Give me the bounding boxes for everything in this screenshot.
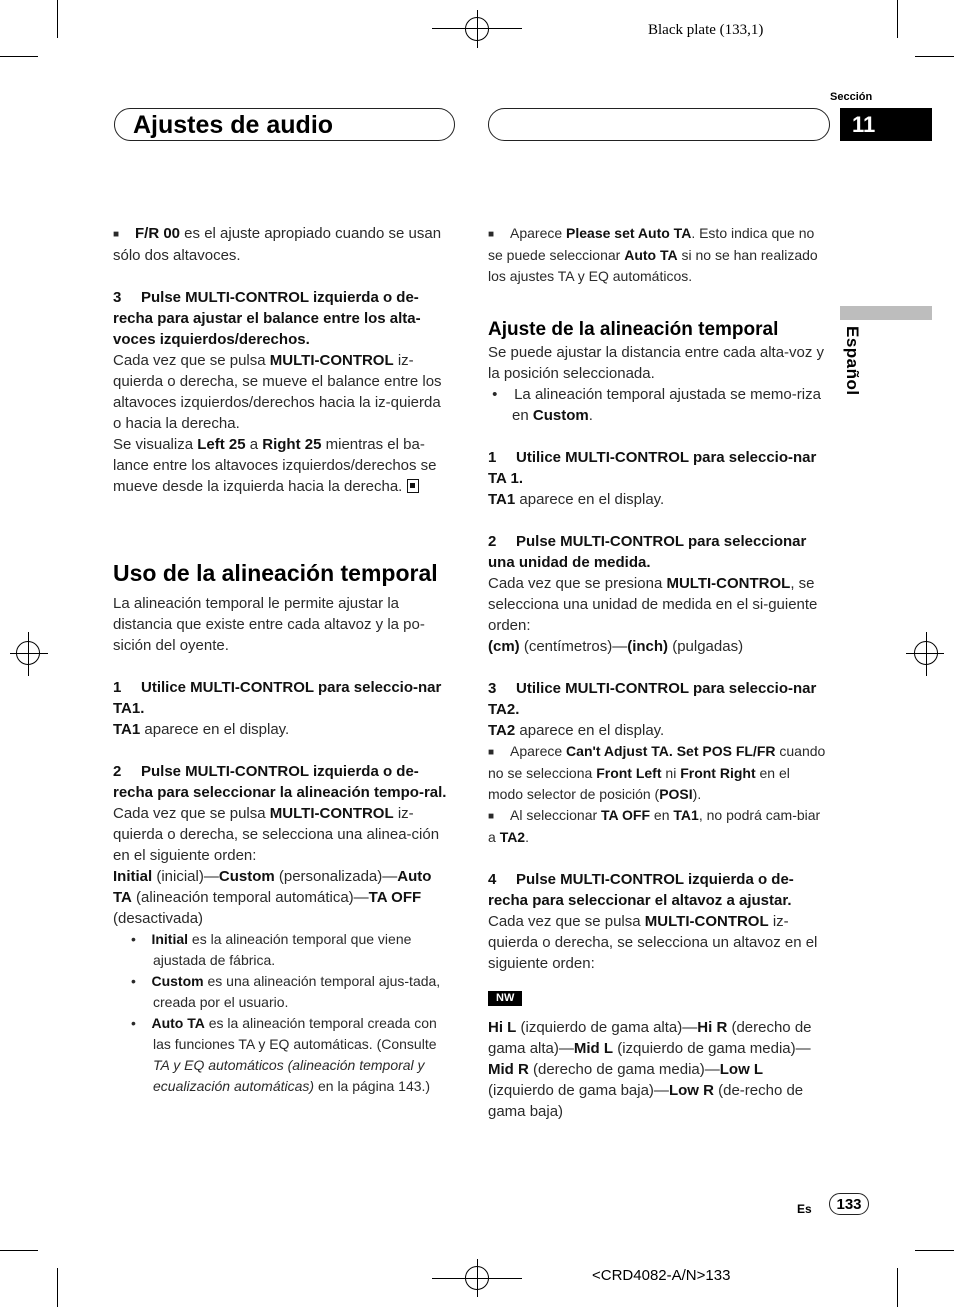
order-list: Initial (inicial)—Custom (personalizada)—Auto TA (alineación temporal automática)—TA OFF (desactivada)	[113, 868, 432, 927]
note-paragraph: ■ F/R 00 es el ajuste apropiado cuando se usan sólo dos altavoces.	[113, 225, 442, 264]
step-4-text: Cada vez que se pulsa MULTI-CONTROL iz-quierda o derecha, se selecciona un altavoz en el siguiente orden:	[488, 913, 818, 972]
intro-paragraph: Se puede ajustar la distancia entre cada alta-voz y la posición seleccionada.	[488, 344, 825, 382]
language-tab	[840, 306, 932, 320]
bullet-item: • Auto TA es la alineación temporal creada con las funciones TA y EQ automáticas. (Consulte TA y EQ automáticos (alineación temporal y ecualización automáticas) en la página 143.)	[131, 1015, 437, 1094]
page-header-title: Ajustes de audio	[114, 108, 455, 141]
step-2-text: Cada vez que se pulsa MULTI-CONTROL iz-quierda o derecha, se selecciona una alinea-ción en el siguiente orden:	[113, 805, 440, 864]
step-1: 1 Utilice MULTI-CONTROL para seleccio-nar TA 1.	[488, 449, 817, 487]
section-number: 11	[840, 108, 932, 141]
crop-mark	[915, 56, 954, 57]
crop-mark	[897, 0, 898, 38]
note-paragraph: ■ Aparece Please set Auto TA. Esto indica que no se puede seleccionar Auto TA si no se han realizado los ajustes TA y EQ automáticos.	[488, 225, 818, 284]
bullet-item: • Custom es una alineación temporal ajus-tada, creada por el usuario.	[131, 973, 441, 1010]
nw-badge: NW	[488, 991, 522, 1006]
bullet-item: • Initial es la alineación temporal que viene ajustada de fábrica.	[131, 931, 412, 968]
nw-badge-row	[488, 986, 828, 1007]
section-label: Sección	[830, 91, 873, 103]
step-1: 1 Utilice MULTI-CONTROL para seleccio-nar TA1.	[113, 679, 442, 717]
plate-label: Black plate (133,1)	[648, 22, 764, 38]
document-code: <CRD4082-A/N>133	[592, 1267, 731, 1284]
end-of-section-icon	[407, 479, 419, 493]
step-2-text: Cada vez que se presiona MULTI-CONTROL, se selecciona una unidad de medida en el si-guiente orden:	[488, 575, 818, 634]
header-empty-pill	[488, 108, 830, 141]
crop-mark	[57, 0, 58, 38]
step-1-text: TA1 aparece en el display.	[113, 721, 290, 738]
language-label: Español	[843, 326, 862, 396]
intro-paragraph: La alineación temporal le permite ajustar la distancia que existe entre cada altavoz y la po-sición del oyente.	[113, 595, 425, 654]
bullet-item: • La alineación temporal ajustada se memo-riza en Custom.	[488, 386, 821, 424]
step-2: 2 Pulse MULTI-CONTROL para seleccionar una unidad de medida.	[488, 533, 807, 571]
step-3-text: Cada vez que se pulsa MULTI-CONTROL iz-quierda o derecha, se mueve el balance entre los altavoces izquierdos/derechos hacia la iz-quierda o hacia la derecha.	[113, 352, 442, 432]
step-3: 3 Utilice MULTI-CONTROL para seleccio-nar TA2.	[488, 680, 817, 718]
crop-mark	[57, 1268, 58, 1307]
step-3-text: TA2 aparece en el display.	[488, 722, 665, 739]
left-column	[113, 223, 453, 1097]
crop-mark	[0, 56, 38, 57]
note-paragraph: ■ Aparece Can't Adjust TA. Set POS FL/FR cuando no se selecciona Front Left ni Front Right en el modo selector de posición (POSI).	[488, 743, 826, 802]
footer-language: Es	[797, 1202, 812, 1216]
unit-order: (cm) (centímetros)—(inch) (pulgadas)	[488, 638, 744, 655]
step-1-text: TA1 aparece en el display.	[488, 491, 665, 508]
crop-mark	[897, 1268, 898, 1307]
page-number: 133	[829, 1193, 869, 1215]
step-2: 2 Pulse MULTI-CONTROL izquierda o de-recha para seleccionar la alineación tempo-ral.	[113, 763, 447, 801]
note-paragraph: ■ Al seleccionar TA OFF en TA1, no podrá cam-biar a TA2.	[488, 807, 821, 845]
crop-mark	[0, 1250, 38, 1251]
subsection-heading: Ajuste de la alineación temporal	[488, 319, 779, 340]
crop-mark	[915, 1250, 954, 1251]
step-3: 3 Pulse MULTI-CONTROL izquierda o de-recha para ajustar el balance entre los alta-voces izquierdos/derechos.	[113, 289, 421, 348]
step-3-text-2: Se visualiza Left 25 a Right 25 mientras el ba-lance entre los altavoces izquierdos/derechos se mueve desde la izquierda hacia la derecha.	[113, 436, 437, 495]
speaker-order: Hi L (izquierdo de gama alta)—Hi R (derecho de gama alta)—Mid L (izquierdo de gama media)—Mid R (derecho de gama media)—Low L (izquierdo de gama baja)—Low R (de-recho de gama baja)	[488, 1019, 812, 1120]
section-heading: Uso de la alineación temporal	[113, 560, 438, 586]
right-column	[488, 223, 828, 1122]
step-4: 4 Pulse MULTI-CONTROL izquierda o de-recha para seleccionar el altavoz a ajustar.	[488, 871, 794, 909]
